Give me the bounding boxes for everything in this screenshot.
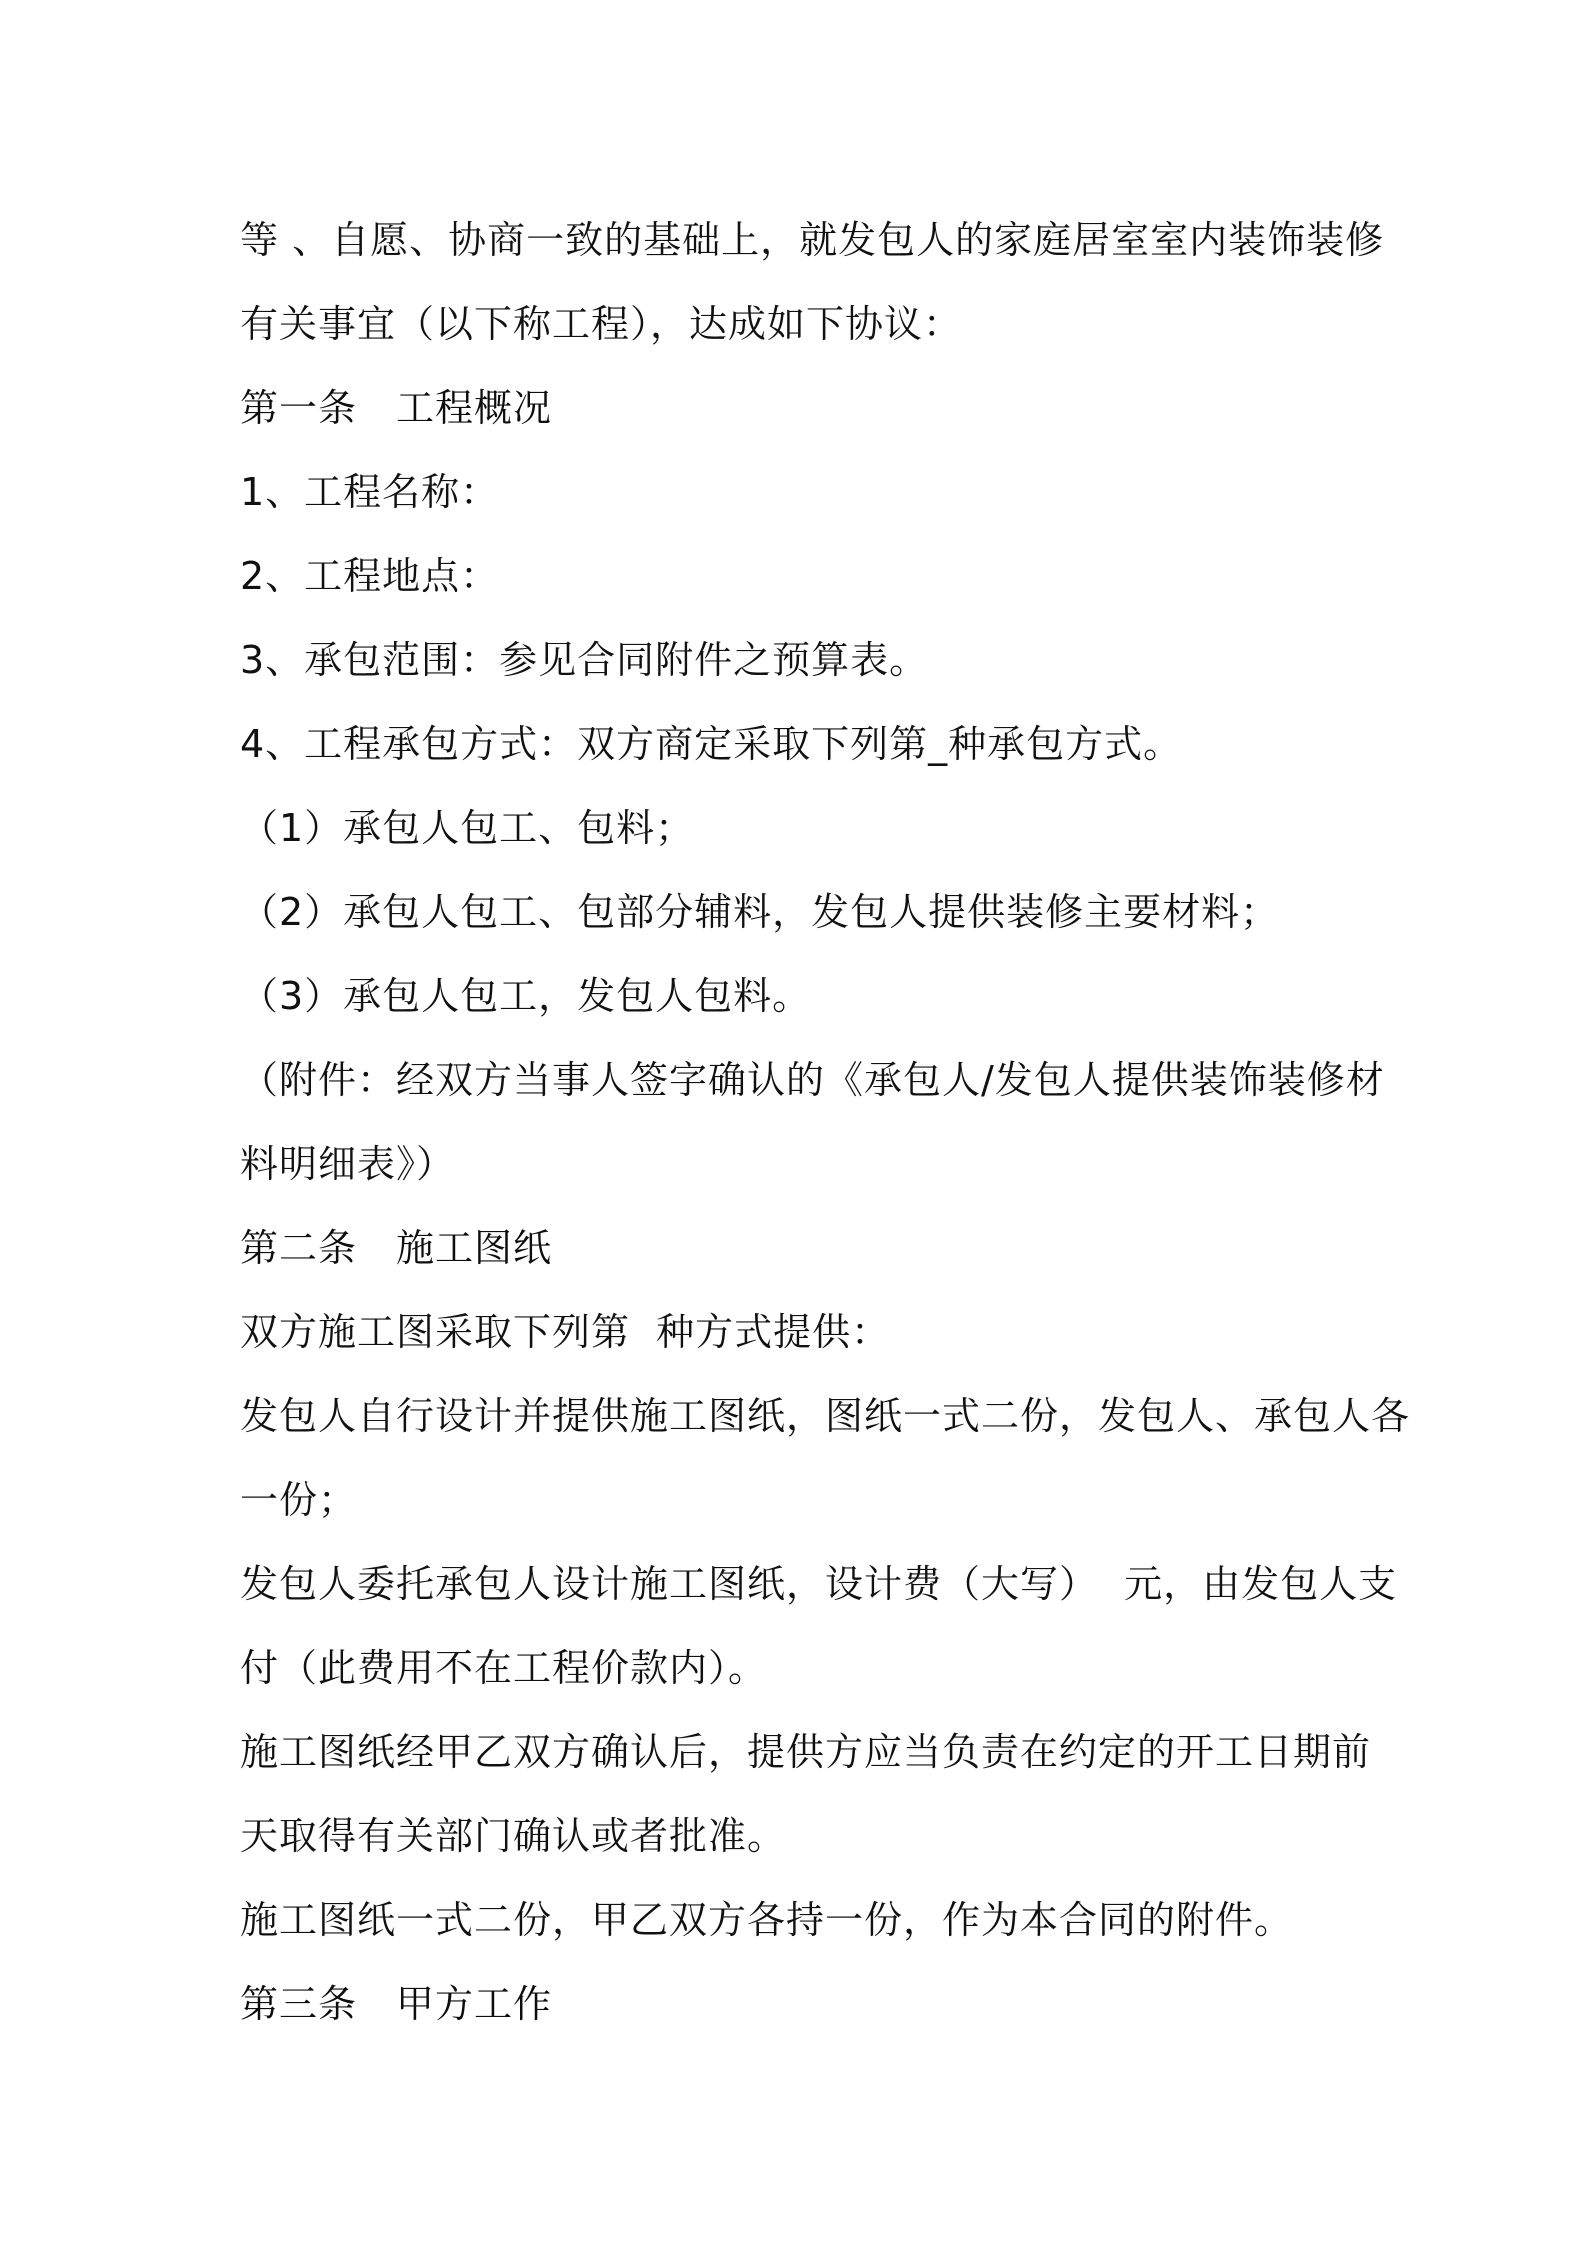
text-line-project-name: 1、工程名称： — [240, 470, 500, 514]
text-line-intro-1: 等 、自愿、协商一致的基础上，就发包人的家庭居室室内装饰装修 — [240, 218, 1385, 262]
text-line-drawing-commission-1: 发包人委托承包人设计施工图纸，设计费（大写） 元，由发包人支 — [240, 1562, 1398, 1606]
article-1-heading: 第一条 工程概况 — [240, 386, 553, 430]
text-line-drawing-approval-2: 天取得有关部门确认或者批准。 — [240, 1814, 787, 1858]
text-line-intro-2: 有关事宜（以下称工程），达成如下协议： — [240, 302, 963, 346]
text-line-project-location: 2、工程地点： — [240, 554, 500, 598]
text-line-contract-method: 4、工程承包方式：双方商定采取下列第_种承包方式。 — [240, 722, 1183, 766]
text-line-option-2: （2）承包人包工、包部分辅料，发包人提供装修主要材料； — [240, 890, 1280, 934]
text-line-option-3: （3）承包人包工，发包人包料。 — [240, 974, 812, 1018]
text-line-drawing-self-1: 发包人自行设计并提供施工图纸，图纸一式二份，发包人、承包人各 — [240, 1394, 1411, 1438]
text-line-drawing-commission-2: 付（此费用不在工程价款内）。 — [240, 1646, 768, 1690]
article-3-heading: 第三条 甲方工作 — [240, 1982, 553, 2026]
text-line-drawing-method: 双方施工图采取下列第 种方式提供： — [240, 1310, 891, 1354]
text-line-attachment-1: （附件：经双方当事人签字确认的《承包人/发包人提供装饰装修材 — [240, 1058, 1385, 1102]
text-line-drawing-self-2: 一份； — [240, 1478, 358, 1522]
text-line-drawing-copies: 施工图纸一式二份，甲乙双方各持一份，作为本合同的附件。 — [240, 1898, 1294, 1942]
text-line-contract-scope: 3、承包范围：参见合同附件之预算表。 — [240, 638, 929, 682]
text-line-drawing-approval-1: 施工图纸经甲乙双方确认后，提供方应当负责在约定的开工日期前 — [240, 1730, 1372, 1774]
article-2-heading: 第二条 施工图纸 — [240, 1226, 553, 1270]
text-line-attachment-2: 料明细表》） — [240, 1142, 456, 1186]
document-body — [240, 198, 1411, 2046]
text-line-option-1: （1）承包人包工、包料； — [240, 806, 695, 850]
